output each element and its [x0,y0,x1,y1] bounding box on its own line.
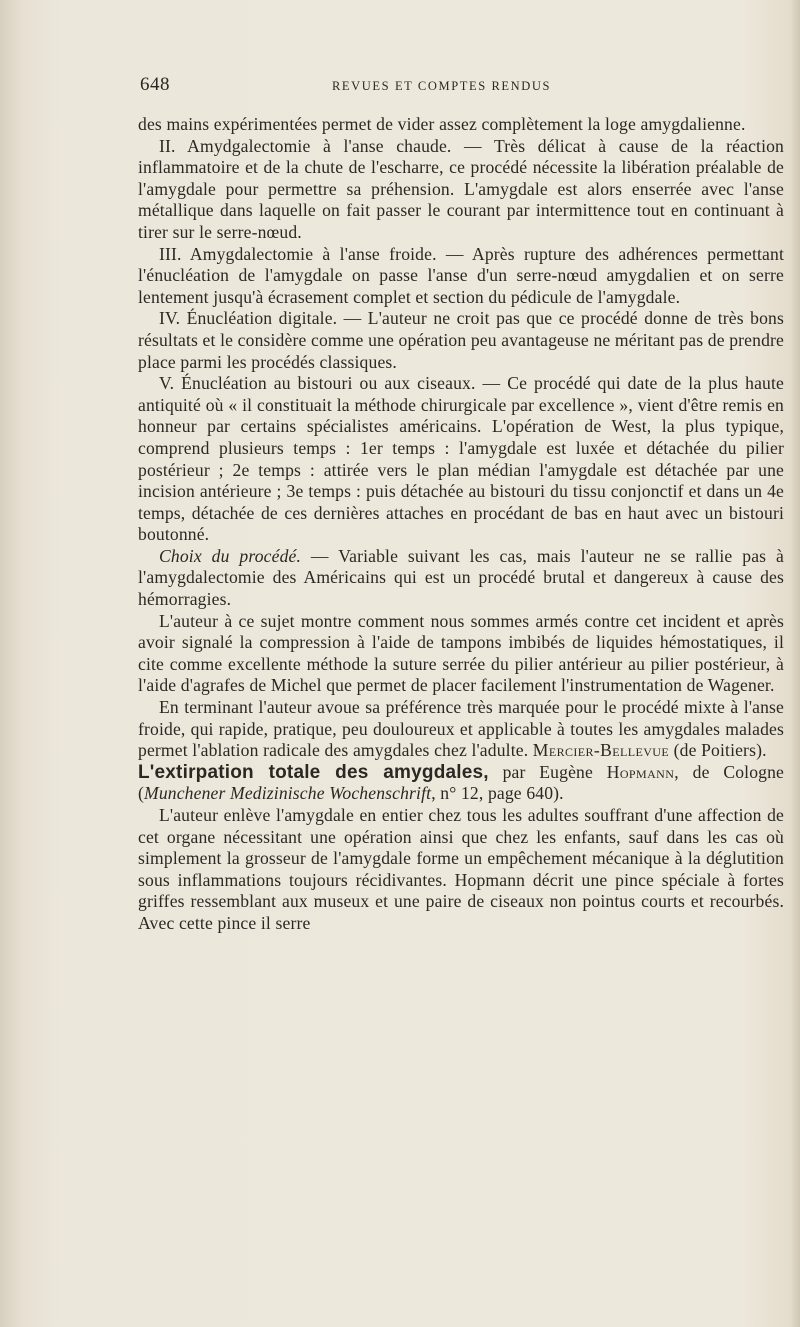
article-author: Hopmann [606,761,675,782]
conclusion-text: En terminant l'auteur avoue sa préférence très marquée pour le procédé mixte à l'anse froide, qui rapide, pratique, peu douloureux et applicable à toutes les amygdales malades permet l'ablation radicale des amygdales chez l'adulte. [138,697,784,761]
review-author-place: (de Poitiers). [669,740,767,761]
article-by: par Eugène [488,761,607,782]
page-number: 648 [140,74,170,95]
paragraph-hemorragies: L'auteur à ce sujet montre comment nous sommes armés contre cet incident et après avoir signalé la compression à l'aide de tampons imbibés de liquides hémostatiques, il cite comme excellente méthode la suture serrée du pilier antérieur au pilier postérieur, à l'aide d'agrafes de Michel que permet de placer facilement l'instrumentation de Wagener. [138,610,784,696]
journal-name: Munchener Medizinische Wochenschrift [144,783,432,804]
page-header [140,74,780,100]
paragraph-anse-froide: III. Amygdalectomie à l'anse froide. — Après rupture des adhérences permettant l'énucléation de l'amygdale on passe l'anse d'un serre-nœud amygdalien et on serre lentement jusqu'à écrasement complet et section du pédicule de l'amygdale. [138,243,784,307]
review-author: Mercier-Bellevue [532,740,670,761]
article-city: , de Cologne ( [138,761,784,804]
paragraph-continuation: des mains expérimentées permet de vider assez complètement la loge amygdalienne. [138,114,746,134]
article-heading [138,762,784,805]
paragraph-conclusion [138,697,784,762]
running-title: REVUES ET COMPTES RENDUS [332,79,552,93]
body-text [138,114,784,935]
paragraph-bistouri: V. Énucléation au bistouri ou aux ciseaux. — Ce procédé qui date de la plus haute antiquité où « il constituait la méthode chirurgicale par excellence », vient d'être remis en honneur par certains spécialistes américains. L'opération de West, la plus typique, comprend plusieurs temps : 1er temps : l'amygdale est luxée et détachée du pilier postérieur ; 2e temps : attirée vers le plan médian l'amygdale est détachée par une incision antérieure ; 3e temps : puis détachée au bistouri du tissu conjonctif et dans un 4e temps, détachée de ces dernières attaches en procédant de bas en haut avec un bistouri boutonné. [138,373,784,545]
paragraph-hopmann: L'auteur enlève l'amygdale en entier chez tous les adultes souffrant d'une affection de cet organe nécessitant une opération ainsi que chez les enfants, sauf dans les cas où simplement la grosseur de l'amygdale forme un empêchement mécanique à la déglutition sous inflammations toujours récidivantes. Hopmann décrit une pince spéciale à fortes griffes ressemblant aux museux et une paire de ciseaux non pointus courts et recourbés. Avec cette pince il serre [138,805,784,933]
article-title: L'extirpation totale des amygdales, [138,761,489,783]
paragraph-choix-procede [138,546,784,611]
choix-text: — Variable suivant les cas, mais l'auteur ne se rallie pas à l'amygdalectomie des Américains qui est un procédé brutal et dangereux à cause des hémorragies. [138,545,784,610]
paragraph-enucleation-digitale: IV. Énucléation digitale. — L'auteur ne croit pas que ce procédé donne de très bons résultats et le considère comme une opération peu avantageuse ne méritant pas de prendre place parmi les procédés classiques. [138,308,784,372]
journal-ref: , n° 12, page 640). [431,783,564,804]
choix-label: Choix du procédé. [159,545,302,566]
paragraph-anse-chaude: II. Amydgalectomie à l'anse chaude. — Très délicat à cause de la réaction inflammatoire et de la chute de l'escharre, ce procédé nécessite la libération préalable de l'amygdale pour permettre sa préhension. L'amygdale est alors enserrée avec l'anse métallique dans laquelle on fait passer le courant par intermittence tout en continuant à tirer sur le serre-nœud. [138,135,784,242]
